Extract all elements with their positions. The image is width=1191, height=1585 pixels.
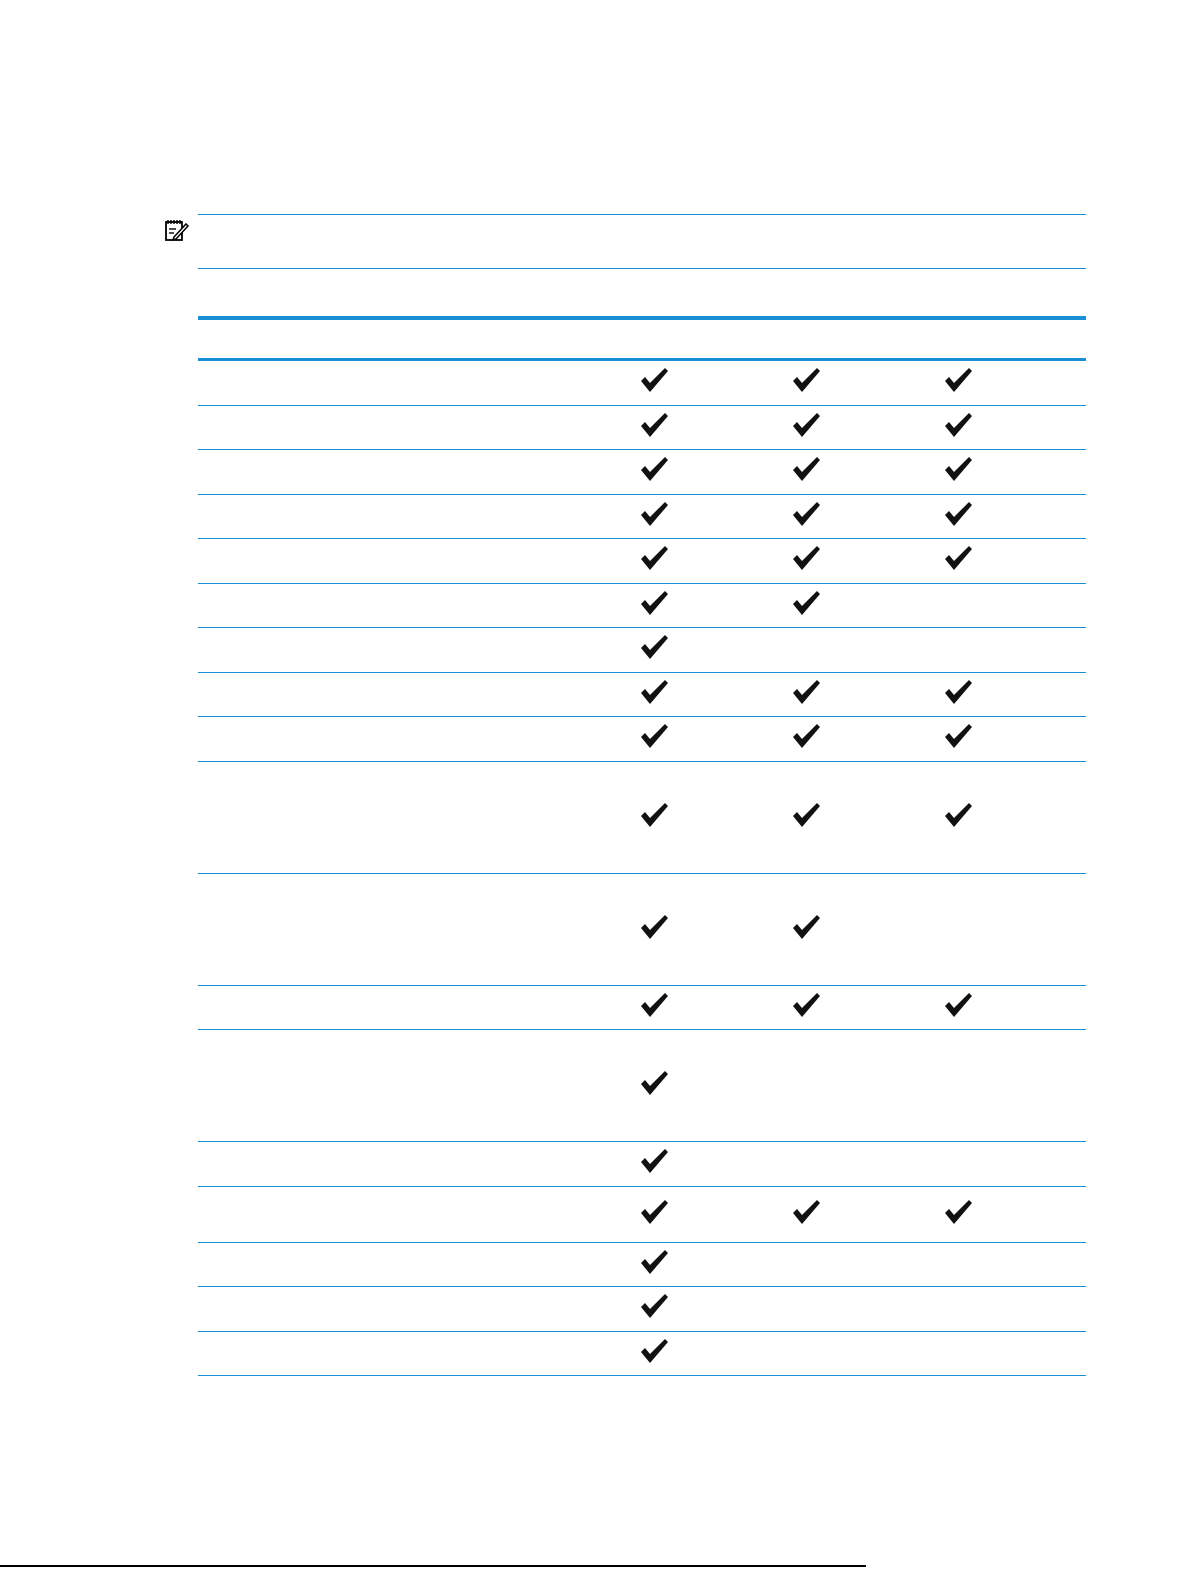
checkmark-icon — [943, 366, 973, 399]
note-bottom-rule — [198, 268, 1086, 269]
row-label — [198, 1030, 598, 1141]
table-cell-col-2 — [776, 762, 836, 873]
table-cell-col-2 — [776, 1332, 836, 1376]
table-cell-col-1 — [624, 406, 684, 450]
note-top-rule — [198, 214, 1086, 215]
table-cell-col-3 — [928, 450, 988, 494]
checkmark-icon — [791, 455, 821, 488]
checkmark-icon — [639, 1147, 669, 1180]
table-cell-col-3 — [928, 673, 988, 717]
table-cell-col-3 — [928, 1187, 988, 1242]
table-cell-col-1 — [624, 495, 684, 539]
row-label — [198, 495, 598, 539]
table-row — [198, 673, 1086, 718]
table-header — [198, 316, 1086, 361]
row-label — [198, 584, 598, 628]
table-cell-col-1 — [624, 717, 684, 761]
table-cell-col-1 — [624, 539, 684, 583]
checkmark-icon — [639, 913, 669, 946]
table-cell-col-3 — [928, 628, 988, 672]
table-cell-col-2 — [776, 584, 836, 628]
table-cell-col-1 — [624, 584, 684, 628]
table-row — [198, 762, 1086, 874]
checkmark-icon — [639, 633, 669, 666]
table-row — [198, 539, 1086, 584]
row-label — [198, 717, 598, 761]
table-cell-col-2 — [776, 406, 836, 450]
checkmark-icon — [791, 913, 821, 946]
checkmark-icon — [791, 544, 821, 577]
table-row — [198, 1287, 1086, 1332]
checkmark-icon — [639, 1248, 669, 1281]
footer-rule — [0, 1565, 866, 1567]
table-cell-col-3 — [928, 1243, 988, 1287]
checkmark-icon — [791, 1198, 821, 1231]
table-row — [198, 1187, 1086, 1243]
checkmark-icon — [943, 411, 973, 444]
row-label — [198, 1243, 598, 1287]
checkmark-icon — [639, 722, 669, 755]
table-row — [198, 1030, 1086, 1142]
table-cell-col-3 — [928, 361, 988, 405]
table-row — [198, 1142, 1086, 1187]
table-row — [198, 717, 1086, 762]
table-row — [198, 361, 1086, 406]
table-cell-col-3 — [928, 1332, 988, 1376]
table-cell-col-3 — [928, 874, 988, 985]
checkmark-icon — [791, 678, 821, 711]
checkmark-icon — [639, 1069, 669, 1102]
checkmark-icon — [943, 678, 973, 711]
checkmark-icon — [639, 544, 669, 577]
table-cell-col-1 — [624, 628, 684, 672]
checkmark-icon — [639, 801, 669, 834]
table-cell-col-2 — [776, 717, 836, 761]
checkmark-icon — [943, 1198, 973, 1231]
table-cell-col-1 — [624, 1243, 684, 1287]
table-row — [198, 495, 1086, 540]
table-cell-col-3 — [928, 1142, 988, 1186]
checkmark-icon — [791, 589, 821, 622]
table-cell-col-1 — [624, 1187, 684, 1242]
table-cell-col-2 — [776, 1030, 836, 1141]
table-cell-col-3 — [928, 762, 988, 873]
table-row — [198, 1243, 1086, 1288]
row-label — [198, 986, 598, 1030]
note-pencil-icon — [164, 217, 190, 243]
checkmark-icon — [639, 1292, 669, 1325]
table-cell-col-2 — [776, 1187, 836, 1242]
table-cell-col-2 — [776, 986, 836, 1030]
checkmark-icon — [639, 366, 669, 399]
table-cell-col-3 — [928, 1030, 988, 1141]
table-cell-col-1 — [624, 673, 684, 717]
row-label — [198, 1142, 598, 1186]
table-cell-col-1 — [624, 762, 684, 873]
table-cell-col-2 — [776, 1287, 836, 1331]
table-cell-col-2 — [776, 1142, 836, 1186]
table-row — [198, 628, 1086, 673]
table-cell-col-1 — [624, 1287, 684, 1331]
row-label — [198, 539, 598, 583]
table-cell-col-2 — [776, 628, 836, 672]
checkmark-icon — [943, 455, 973, 488]
checkmark-icon — [791, 991, 821, 1024]
table-cell-col-3 — [928, 406, 988, 450]
table-cell-col-2 — [776, 450, 836, 494]
row-label — [198, 762, 598, 873]
support-table — [198, 316, 1086, 1376]
table-cell-col-1 — [624, 874, 684, 985]
table-row — [198, 874, 1086, 986]
table-body — [198, 361, 1086, 1376]
checkmark-icon — [943, 801, 973, 834]
checkmark-icon — [639, 1337, 669, 1370]
checkmark-icon — [639, 589, 669, 622]
table-row — [198, 450, 1086, 495]
table-row — [198, 1332, 1086, 1377]
row-label — [198, 628, 598, 672]
table-cell-col-1 — [624, 986, 684, 1030]
checkmark-icon — [943, 500, 973, 533]
table-cell-col-1 — [624, 1030, 684, 1141]
table-cell-col-2 — [776, 539, 836, 583]
table-cell-col-3 — [928, 1287, 988, 1331]
table-cell-col-2 — [776, 874, 836, 985]
table-cell-col-1 — [624, 361, 684, 405]
checkmark-icon — [639, 678, 669, 711]
table-cell-col-2 — [776, 361, 836, 405]
table-cell-col-2 — [776, 673, 836, 717]
table-row — [198, 406, 1086, 451]
table-cell-col-3 — [928, 717, 988, 761]
checkmark-icon — [791, 411, 821, 444]
table-cell-col-2 — [776, 1243, 836, 1287]
table-cell-col-3 — [928, 986, 988, 1030]
row-label — [198, 874, 598, 985]
row-label — [198, 450, 598, 494]
checkmark-icon — [791, 801, 821, 834]
table-cell-col-3 — [928, 495, 988, 539]
checkmark-icon — [639, 1198, 669, 1231]
checkmark-icon — [791, 500, 821, 533]
table-cell-col-2 — [776, 495, 836, 539]
checkmark-icon — [639, 991, 669, 1024]
row-label — [198, 1332, 598, 1376]
checkmark-icon — [639, 411, 669, 444]
checkmark-icon — [639, 455, 669, 488]
table-cell-col-1 — [624, 1332, 684, 1376]
table-cell-col-1 — [624, 450, 684, 494]
checkmark-icon — [943, 544, 973, 577]
checkmark-icon — [791, 366, 821, 399]
table-cell-col-3 — [928, 539, 988, 583]
table-cell-col-1 — [624, 1142, 684, 1186]
checkmark-icon — [943, 991, 973, 1024]
table-row — [198, 584, 1086, 629]
row-label — [198, 673, 598, 717]
row-label — [198, 1287, 598, 1331]
row-label — [198, 1187, 598, 1242]
checkmark-icon — [639, 500, 669, 533]
checkmark-icon — [791, 722, 821, 755]
table-cell-col-3 — [928, 584, 988, 628]
checkmark-icon — [943, 722, 973, 755]
table-row — [198, 986, 1086, 1031]
row-label — [198, 406, 598, 450]
row-label — [198, 361, 598, 405]
